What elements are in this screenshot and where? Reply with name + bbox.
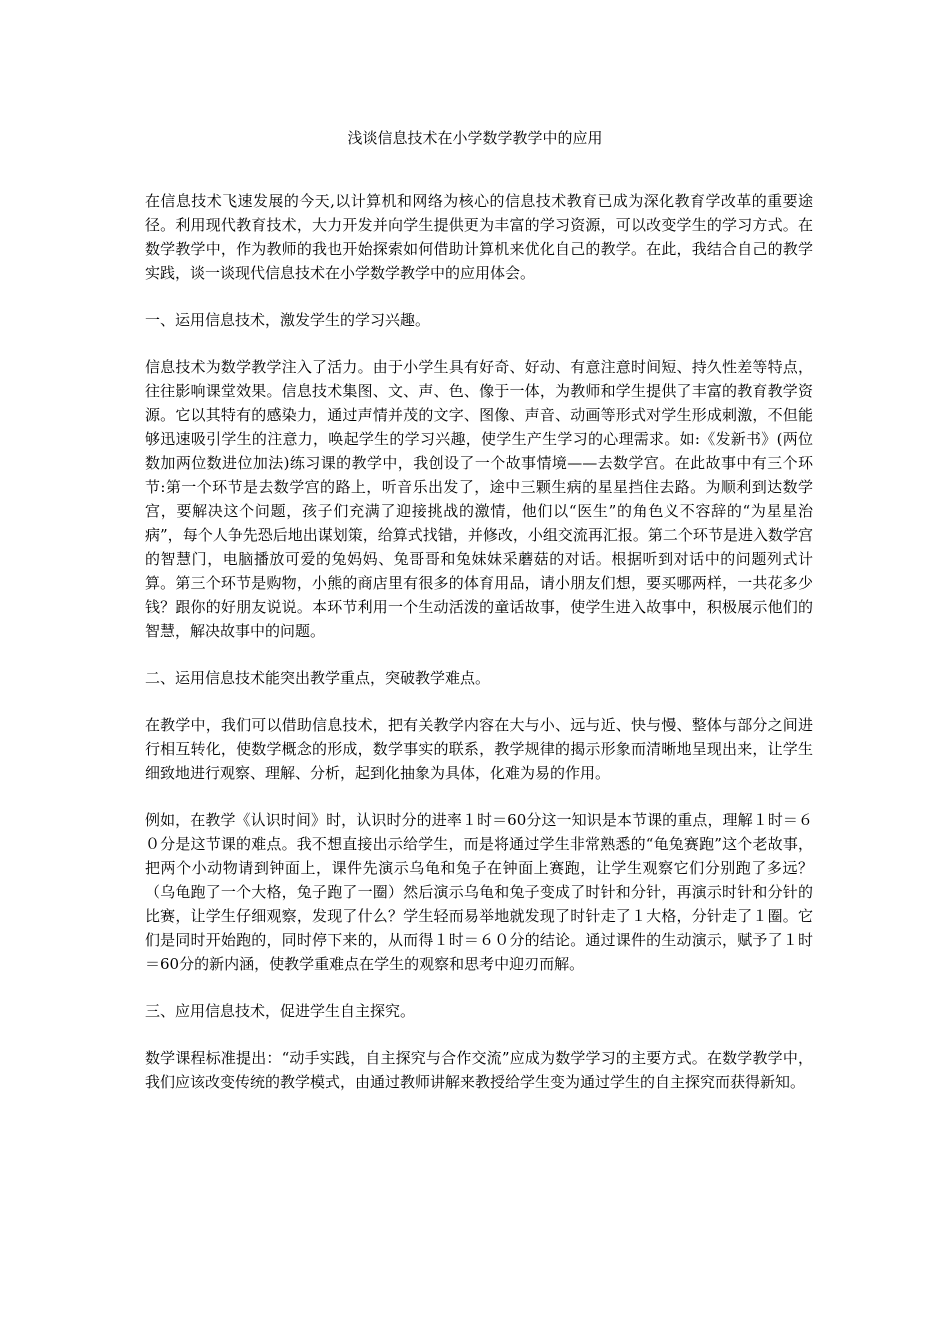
- section-heading-3: 三、应用信息技术，促进学生自主探究。: [145, 1002, 416, 1020]
- section-heading-2: 二、运用信息技术能突出教学重点，突破教学难点。: [145, 669, 491, 687]
- paragraph-section-3: 数学课程标准提出：“动手实践，自主探究与合作交流”应成为数学学习的主要方式。在数学教学中，我们应该改变传统的教学模式，由通过教师讲解来教授给学生变为通过学生的自主探究而获得新知。: [145, 1049, 813, 1091]
- document-body: [145, 189, 813, 1117]
- section-heading-1: 一、运用信息技术，激发学生的学习兴趣。: [145, 311, 431, 329]
- paragraph-section-2b: 例如，在教学《认识时间》时，认识时分的进率１时＝60分这一知识是本节课的重点，理解１时＝６０分是这节课的难点。我不想直接出示给学生，而是将通过学生非常熟悉的“龟兔赛跑”这个老故事，把两个小动物请到钟面上，课件先演示乌龟和兔子在钟面上赛跑，让学生观察它们分别跑了多远？（乌龟跑了一个大格，兔子跑了一圈）然后演示乌龟和兔子变成了时针和分针，再演示时针和分针的比赛，让学生仔细观察，发现了什么？学生轻而易举地就发现了时针走了１大格，分针走了１圈。它们是同时开始跑的，同时停下来的，从而得１时＝６０分的结论。通过课件的生动演示，赋予了１时＝60分的新内涵，使教学重难点在学生的观察和思考中迎刃而解。: [145, 811, 813, 973]
- document-title: 浅谈信息技术在小学数学教学中的应用: [347, 129, 603, 147]
- paragraph-section-2a: 在教学中，我们可以借助信息技术，把有关教学内容在大与小、远与近、快与慢、整体与部分之间进行相互转化，使数学概念的形成，数学事实的联系，教学规律的揭示形象而清晰地呈现出来，让学生细致地进行观察、理解、分析，起到化抽象为具体，化难为易的作用。: [145, 716, 813, 782]
- paragraph-intro: 在信息技术飞速发展的今天,以计算机和网络为核心的信息技术教育已成为深化教育学改革的重要途径。利用现代教育技术，大力开发并向学生提供更为丰富的学习资源，可以改变学生的学习方式。在数学教学中，作为教师的我也开始探索如何借助计算机来优化自己的教学。在此，我结合自己的教学实践，谈一谈现代信息技术在小学数学教学中的应用体会。: [145, 192, 813, 282]
- paragraph-section-1: 信息技术为数学教学注入了活力。由于小学生具有好奇、好动、有意注意时间短、持久性差等特点，往往影响课堂效果。信息技术集图、文、声、色、像于一体，为教师和学生提供了丰富的教育教学资源。它以其特有的感染力，通过声情并茂的文字、图像、声音、动画等形式对学生形成刺激，不但能够迅速吸引学生的注意力，唤起学生的学习兴趣，使学生产生学习的心理需求。如:《发新书》(两位数加两位数进位加法)练习课的教学中，我创设了一个故事情境——去数学宫。在此故事中有三个环节:第一个环节是去数学宫的路上，听音乐出发了，途中三颗生病的星星挡住去路。为顺利到达数学宫，要解决这个问题，孩子们充满了迎接挑战的激情，他们以“医生”的角色义不容辞的“为星星治病”，每个人争先恐后地出谋划策，给算式找错，并修改，小组交流再汇报。第二个环节是进入数学宫的智慧门，电脑播放可爱的兔妈妈、兔哥哥和兔妹妹采蘑菇的对话。根据听到对话中的问题列式计算。第三个环节是购物，小熊的商店里有很多的体育用品，请小朋友们想，要买哪两样，一共花多少钱？跟你的好朋友说说。本环节利用一个生动活泼的童话故事，使学生进入故事中，积极展示他们的智慧，解决故事中的问题。: [145, 358, 813, 640]
